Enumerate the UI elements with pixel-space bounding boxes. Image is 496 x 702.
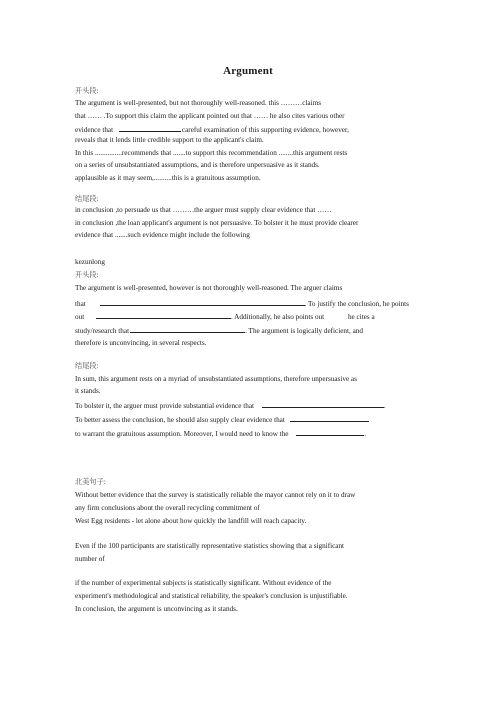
fill-blank: [100, 298, 305, 306]
paragraph-line: [75, 414, 369, 425]
paragraph-line: on a series of unsubstantiated assumptions, and is therefore unpersuasive as it stands.: [75, 161, 320, 169]
paragraph-line: in conclusion ,to persuade us that ………the arguer must supply clear evidence that ……: [75, 206, 332, 214]
paragraph-line: In sum, this argument rests on a myriad of unsubstantiated assumptions, therefore unpersuasive as: [75, 375, 357, 383]
text-segment: careful examination of this supporting evidence, however,: [181, 126, 349, 134]
paragraph-line: experiment's methodological and statistical reliability, the speaker's conclusion is unjustifiable.: [75, 592, 348, 600]
section-heading-ending: 结尾段:: [75, 362, 99, 370]
paragraph-line: [75, 298, 409, 309]
text-segment: To bolster it, the arguer must provide substantial evidence that: [75, 402, 255, 410]
text-segment: he cites a: [347, 313, 375, 321]
paragraph-line: [75, 428, 366, 439]
paragraph-line: In this ...............recommends that .......to support this recommendation ........this argument rests: [75, 149, 348, 157]
paragraph-line: [75, 124, 349, 135]
paragraph-line: that …… .To support this claim the applicant pointed out that …… he also cites various other: [75, 112, 345, 120]
text-segment: .: [383, 402, 386, 410]
paragraph-line: any firm conclusions about the overall recycling commitment of: [75, 504, 260, 512]
fill-blank: [119, 124, 181, 132]
text-segment: to warrant the gratuitous assumption. Moreover, I would need to know the: [75, 430, 289, 438]
text-segment: study/research that: [75, 327, 130, 335]
text-segment: . The argument is logically deficient, and: [245, 327, 363, 335]
author-name: kezunlong: [75, 258, 105, 266]
text-segment: To better assess the conclusion, he should also supply clear evidence that: [75, 416, 285, 424]
paragraph-line: in conclusion ,the loan applicant's argument is not persuasive. To bolster it he must provide clearer: [75, 219, 359, 227]
text-segment: that: [75, 300, 86, 308]
fill-blank: [96, 311, 231, 319]
text-segment: out: [75, 313, 85, 321]
paragraph-line: [75, 400, 386, 411]
fill-blank: [330, 312, 344, 319]
fill-blank: [290, 414, 369, 422]
paragraph-line: reveals that it lends little credible support to the applicant's claim.: [75, 136, 264, 144]
fill-blank: [130, 325, 245, 333]
paragraph-line: West Egg residents - let alone about how quickly the landfill will reach capacity.: [75, 517, 307, 525]
paragraph-line: therefore is unconvincing, in several respects.: [75, 339, 207, 347]
section-heading-sentences: 北美句子:: [75, 478, 106, 486]
fill-blank: [262, 400, 384, 408]
text-segment: . To justify the conclusion, he points: [304, 300, 409, 308]
paragraph-line: [75, 311, 375, 322]
fill-blank: [296, 428, 367, 438]
paragraph-line: number of: [75, 555, 105, 563]
paragraph-line: The argument is well-presented, but not thoroughly well-reasoned. this ………claims: [75, 99, 321, 107]
section-heading-opening: 开头段:: [75, 271, 99, 279]
text-segment: .: [364, 430, 367, 438]
paragraph-line: The argument is well-presented, however is not thoroughly well-reasoned. The arguer claims: [75, 284, 343, 292]
paragraph-line: Even if the 100 participants are statistically representative statistics showing that a significant: [75, 542, 345, 550]
document-title: Argument: [223, 65, 273, 77]
paragraph-line: Without better evidence that the survey is statistically reliable the mayor cannot rely on it to draw: [75, 491, 356, 499]
section-heading-ending: 结尾段:: [75, 195, 99, 203]
text-segment: . Additionally, he also points out: [230, 313, 325, 321]
section-heading-opening: 开头段:: [75, 87, 99, 95]
paragraph-line: if the number of experimental subjects is statistically significant. Without evidence of the: [75, 579, 332, 587]
paragraph-line: applausible as it may seem,..........this is a gratuitous assumption.: [75, 174, 261, 182]
paragraph-line: evidence that .......such evidence might include the following: [75, 231, 250, 239]
paragraph-line: it stands.: [75, 387, 101, 395]
text-segment: evidence that: [75, 126, 114, 134]
paragraph-line: [75, 325, 363, 336]
paragraph-line: In conclusion, the argument is unconvincing as it stands.: [75, 605, 238, 613]
